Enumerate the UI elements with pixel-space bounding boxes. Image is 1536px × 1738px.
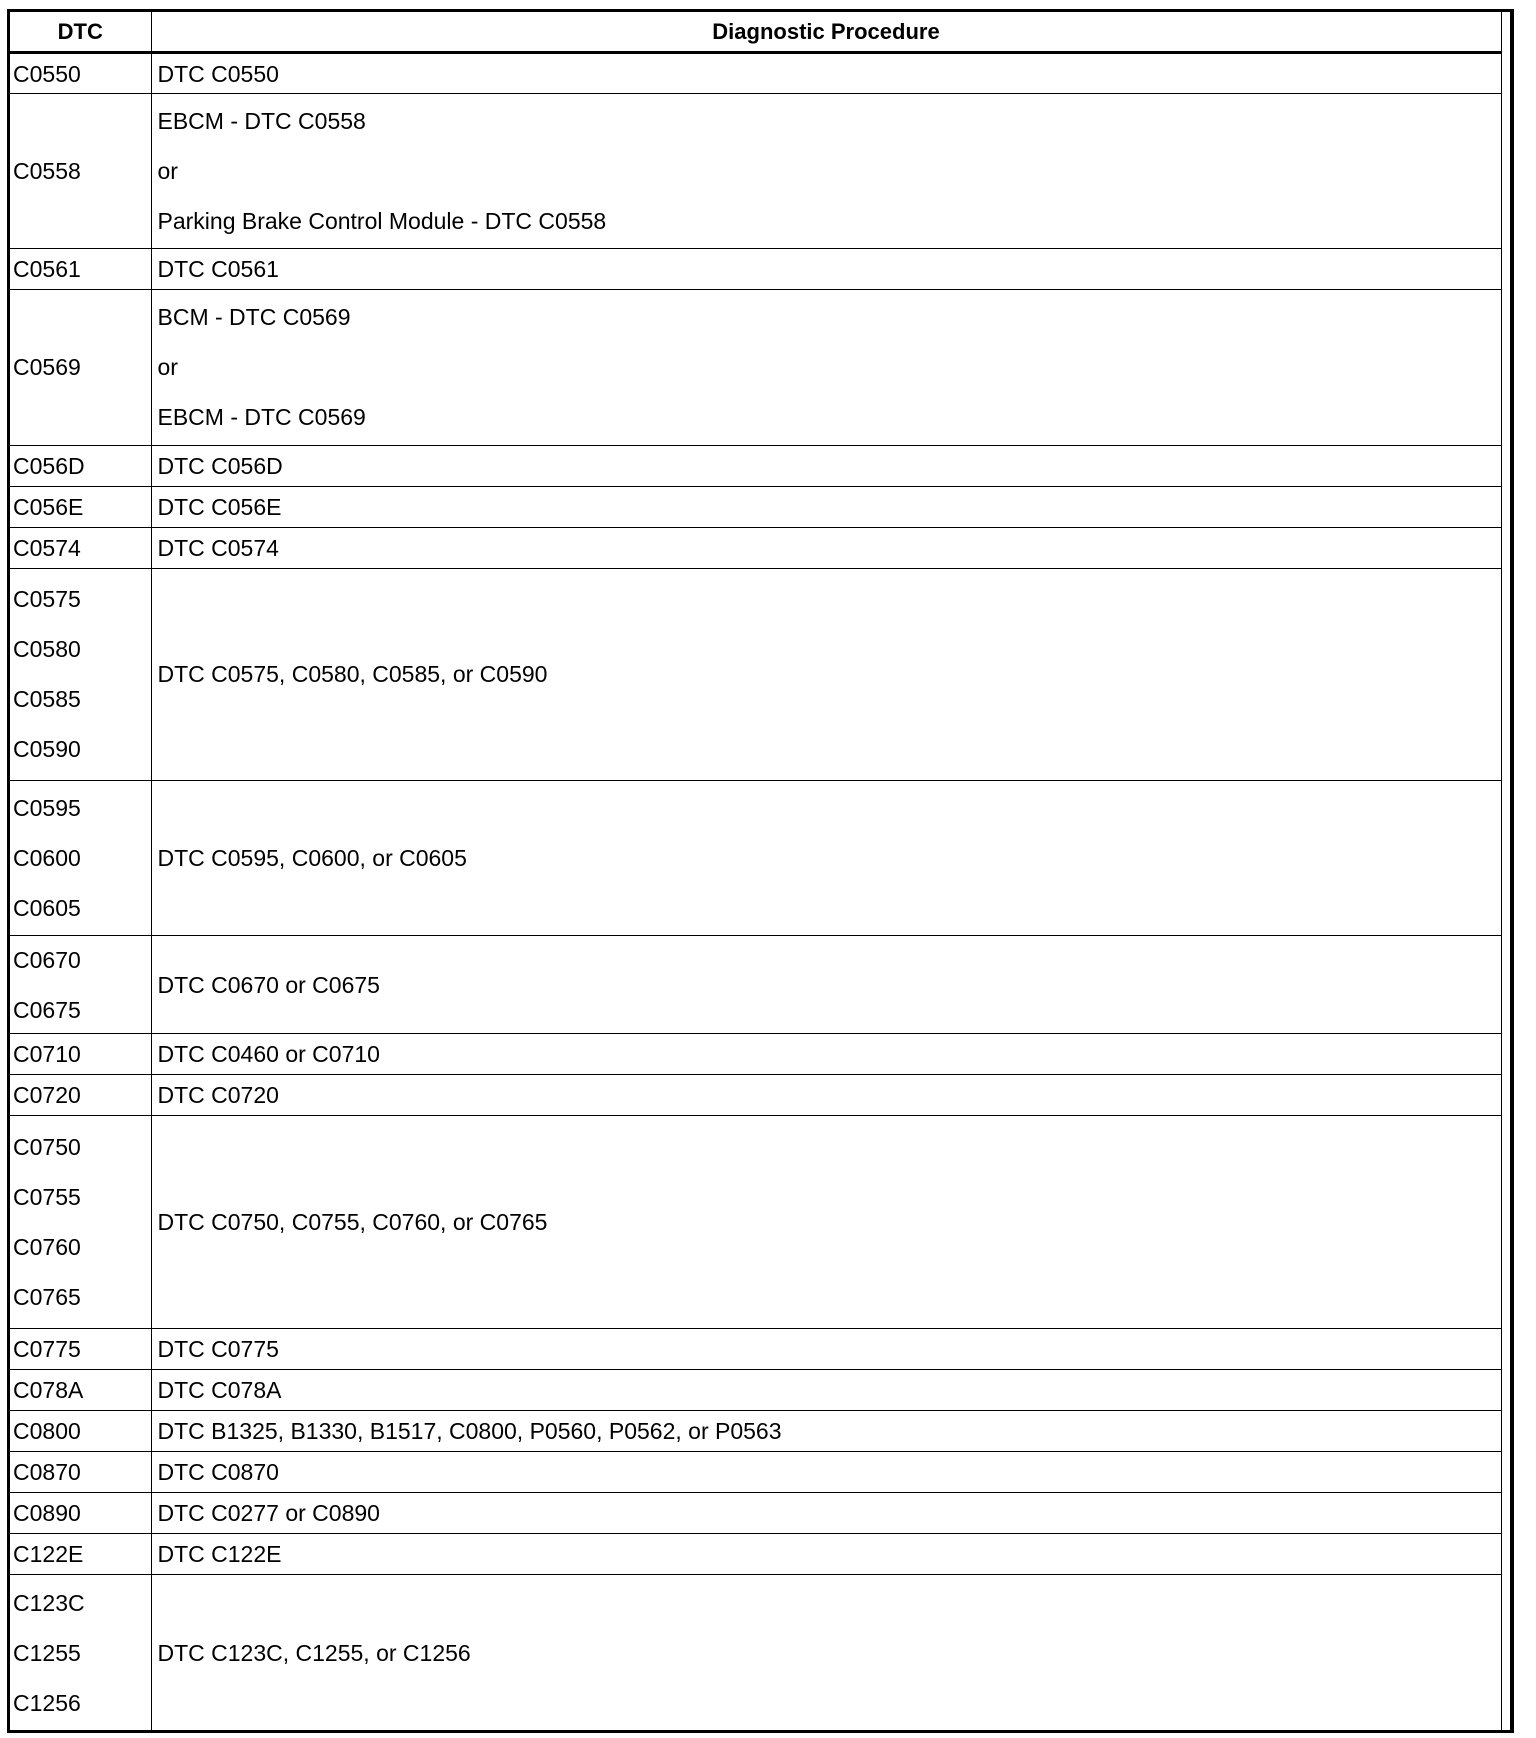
dtc-code-cell-line: C1256 xyxy=(13,1689,81,1716)
diagnostic-procedure-cell xyxy=(151,1034,1501,1075)
dtc-code-cell-line: C056E xyxy=(13,493,84,520)
diagnostic-procedure-cell xyxy=(151,1075,1501,1116)
diagnostic-procedure-cell-line: DTC C0720 xyxy=(157,1082,279,1109)
dtc-code-cell-line: C0710 xyxy=(13,1041,81,1068)
dtc-code-cell-line: C0755 xyxy=(13,1184,81,1211)
dtc-code-cell-line: C0561 xyxy=(13,256,81,283)
diagnostic-procedure-cell xyxy=(151,486,1501,527)
dtc-code-cell-line: C1255 xyxy=(13,1639,81,1666)
table-row xyxy=(10,781,1501,936)
dtc-code-cell xyxy=(10,527,151,568)
dtc-code-cell-line: C0890 xyxy=(13,1500,81,1527)
dtc-code-cell-line: C0574 xyxy=(13,534,81,561)
table-row xyxy=(10,249,1501,290)
diagnostic-procedure-cell xyxy=(151,445,1501,486)
dtc-code-cell-line: C0605 xyxy=(13,895,81,922)
dtc-code-cell-line: C0800 xyxy=(13,1417,81,1444)
table-row xyxy=(10,1451,1501,1492)
dtc-code-cell xyxy=(10,486,151,527)
dtc-code-cell-line: C0760 xyxy=(13,1234,81,1261)
diagnostic-procedure-cell-line: DTC C0550 xyxy=(157,60,279,87)
dtc-code-cell xyxy=(10,1451,151,1492)
diagnostic-procedure-cell xyxy=(151,1369,1501,1410)
dtc-code-cell-line: C0558 xyxy=(13,158,81,185)
dtc-code-cell-line: C0600 xyxy=(13,845,81,872)
dtc-code-cell-line: C0595 xyxy=(13,795,81,822)
table-row xyxy=(10,1034,1501,1075)
dtc-code-cell-line: C0750 xyxy=(13,1134,81,1161)
diagnostic-procedure-cell xyxy=(151,1451,1501,1492)
table-row xyxy=(10,1328,1501,1369)
diagnostic-procedure-cell-line: DTC C078A xyxy=(157,1376,282,1403)
dtc-code-cell-line: C078A xyxy=(13,1376,84,1403)
table-inner-rule xyxy=(1501,12,1502,1730)
dtc-code-cell xyxy=(10,1328,151,1369)
table-row xyxy=(10,1369,1501,1410)
diagnostic-procedure-cell-line: DTC C0561 xyxy=(157,256,279,283)
table-body xyxy=(10,53,1501,1731)
diagnostic-procedure-cell xyxy=(151,290,1501,445)
diagnostic-procedure-cell xyxy=(151,568,1501,780)
diagnostic-procedure-cell-line: DTC C123C, C1255, or C1256 xyxy=(157,1639,471,1666)
diagnostic-procedure-cell-line: DTC C0750, C0755, C0760, or C0765 xyxy=(157,1209,548,1236)
diagnostic-procedure-cell-line: DTC C0575, C0580, C0585, or C0590 xyxy=(157,661,548,688)
dtc-code-cell-line: C122E xyxy=(13,1541,84,1568)
dtc-code-cell xyxy=(10,249,151,290)
table-row xyxy=(10,1410,1501,1451)
dtc-code-cell xyxy=(10,936,151,1034)
diagnostic-procedure-cell-line: or xyxy=(157,354,178,381)
dtc-code-cell xyxy=(10,1369,151,1410)
diagnostic-procedure-cell xyxy=(151,249,1501,290)
diagnostic-procedure-cell-line: DTC C0670 or C0675 xyxy=(157,971,380,998)
diagnostic-procedure-cell xyxy=(151,1493,1501,1534)
dtc-code-cell-line: C0675 xyxy=(13,996,81,1023)
diagnostic-procedure-cell-line: BCM - DTC C0569 xyxy=(157,304,351,331)
dtc-code-cell xyxy=(10,53,151,94)
dtc-code-cell xyxy=(10,1075,151,1116)
dtc-code-cell-line: C0720 xyxy=(13,1082,81,1109)
table-row xyxy=(10,1493,1501,1534)
diagnostic-procedure-cell-line: DTC C0574 xyxy=(157,534,279,561)
diagnostic-procedure-cell xyxy=(151,527,1501,568)
diagnostic-procedure-cell xyxy=(151,1410,1501,1451)
table-row xyxy=(10,936,1501,1034)
dtc-code-cell-line: C0580 xyxy=(13,636,81,663)
diagnostic-procedure-cell xyxy=(151,94,1501,249)
table-row xyxy=(10,290,1501,445)
diagnostic-procedure-cell xyxy=(151,1575,1501,1730)
dtc-code-cell xyxy=(10,1493,151,1534)
table-row xyxy=(10,527,1501,568)
table-row xyxy=(10,445,1501,486)
diagnostic-procedure-cell-line: DTC C056D xyxy=(157,452,283,479)
dtc-code-cell-line: C0569 xyxy=(13,354,81,381)
diagnostic-procedure-cell-line: EBCM - DTC C0558 xyxy=(157,108,366,135)
dtc-code-cell-line: C0550 xyxy=(13,60,81,87)
table-header-row xyxy=(10,12,1501,53)
dtc-code-cell-line: C056D xyxy=(13,452,85,479)
diagnostic-procedure-cell-line: DTC C122E xyxy=(157,1541,282,1568)
diagnostic-procedure-cell-line: DTC C0870 xyxy=(157,1459,279,1485)
dtc-code-cell-line: C0765 xyxy=(13,1284,81,1311)
dtc-code-cell-line: C0775 xyxy=(13,1335,81,1362)
dtc-code-cell xyxy=(10,1116,151,1328)
table-row xyxy=(10,486,1501,527)
diagnostic-procedure-cell-line: DTC C0460 or C0710 xyxy=(157,1041,380,1068)
table-row xyxy=(10,94,1501,249)
dtc-code-cell-line: C0670 xyxy=(13,946,81,973)
dtc-code-cell-line: C0575 xyxy=(13,586,81,613)
diagnostic-procedure-cell-line: DTC C0277 or C0890 xyxy=(157,1500,380,1527)
diagnostic-procedure-cell-line: or xyxy=(157,158,178,185)
diagnostic-procedure-cell xyxy=(151,781,1501,936)
diagnostic-procedure-cell-line: DTC C0775 xyxy=(157,1335,279,1362)
dtc-code-cell xyxy=(10,1534,151,1575)
table-row xyxy=(10,53,1501,94)
dtc-code-cell xyxy=(10,1575,151,1730)
dtc-code-cell xyxy=(10,1410,151,1451)
diagnostic-procedure-cell xyxy=(151,1328,1501,1369)
dtc-code-cell xyxy=(10,568,151,780)
diagnostic-procedure-cell xyxy=(151,1534,1501,1575)
diagnostic-procedure-cell-line: DTC C056E xyxy=(157,493,282,520)
table-row xyxy=(10,1534,1501,1575)
dtc-code-cell-line: C0870 xyxy=(13,1459,81,1485)
header-diagnostic-procedure: Diagnostic Procedure xyxy=(151,12,1501,53)
dtc-code-cell xyxy=(10,445,151,486)
diagnostic-procedure-cell xyxy=(151,53,1501,94)
dtc-table xyxy=(10,12,1502,1730)
dtc-table-frame xyxy=(7,9,1514,1733)
diagnostic-procedure-cell-line: DTC B1325, B1330, B1517, C0800, P0560, P0562, or P0563 xyxy=(157,1417,782,1444)
diagnostic-procedure-cell-line: Parking Brake Control Module - DTC C0558 xyxy=(157,208,607,235)
table-row xyxy=(10,1575,1501,1730)
dtc-code-cell-line: C0585 xyxy=(13,686,81,713)
dtc-code-cell xyxy=(10,290,151,445)
header-dtc: DTC xyxy=(10,12,151,53)
dtc-code-cell-line: C0590 xyxy=(13,736,81,763)
diagnostic-procedure-cell-line: DTC C0595, C0600, or C0605 xyxy=(157,845,467,872)
table-row xyxy=(10,1116,1501,1328)
diagnostic-procedure-cell xyxy=(151,936,1501,1034)
dtc-code-cell-line: C123C xyxy=(13,1589,85,1616)
diagnostic-procedure-cell xyxy=(151,1116,1501,1328)
table-row xyxy=(10,1075,1501,1116)
dtc-code-cell xyxy=(10,781,151,936)
dtc-code-cell xyxy=(10,94,151,249)
diagnostic-procedure-cell-line: EBCM - DTC C0569 xyxy=(157,404,366,431)
dtc-code-cell xyxy=(10,1034,151,1075)
table-row xyxy=(10,568,1501,780)
